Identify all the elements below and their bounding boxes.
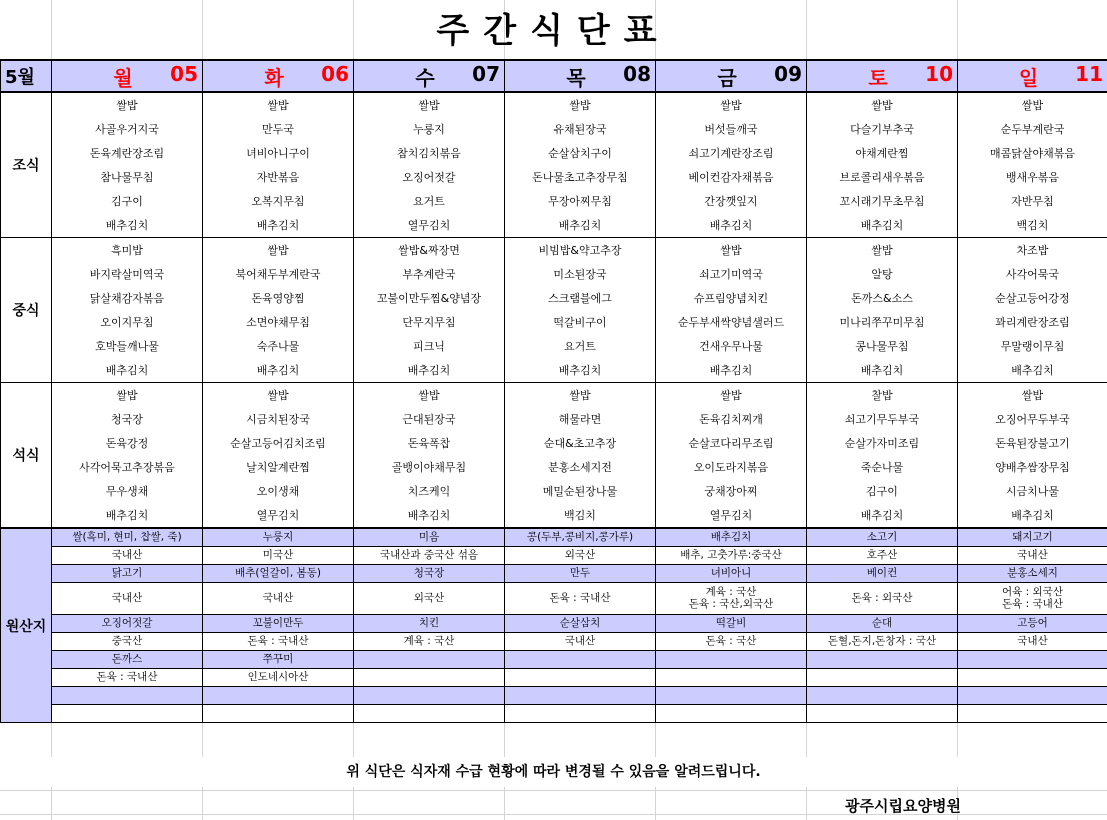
menu-item: 바지락살미역국 (52, 262, 203, 286)
origin-row (1, 547, 1107, 565)
origin-item: 순대 (807, 615, 958, 633)
day-date: 08 (623, 61, 651, 86)
menu-item: 열무김치 (354, 213, 505, 238)
gridline (0, 790, 1107, 791)
origin-source (505, 669, 656, 687)
origin-source: 호주산 (807, 547, 958, 565)
menu-item: 배추김치 (807, 358, 958, 383)
menu-item: 배추김치 (203, 213, 354, 238)
origin-source: 중국산 (52, 633, 203, 651)
menu-item: 근대된장국 (354, 407, 505, 431)
day-header (656, 60, 807, 92)
menu-item: 차조밥 (958, 238, 1107, 263)
origin-item (807, 651, 958, 669)
menu-item: 열무김치 (203, 503, 354, 528)
origin-source (656, 705, 807, 723)
menu-row (1, 407, 1107, 431)
menu-row (1, 117, 1107, 141)
menu-item: 쌀밥 (807, 92, 958, 117)
menu-item: 배추김치 (656, 213, 807, 238)
menu-item: 쇠고기무두부국 (807, 407, 958, 431)
menu-item: 배추김치 (52, 503, 203, 528)
menu-item: 오이생채 (203, 479, 354, 503)
menu-row (1, 286, 1107, 310)
day-header (52, 60, 203, 92)
menu-item: 돈육계란장조림 (52, 141, 203, 165)
origin-item (505, 651, 656, 669)
menu-item: 슈프림양념치킨 (656, 286, 807, 310)
origin-item: 콩(두부,콩비지,콩가루) (505, 528, 656, 547)
origin-item: 소고기 (807, 528, 958, 547)
menu-item: 쌀밥 (505, 92, 656, 117)
origin-row (1, 565, 1107, 583)
day-header-row (1, 60, 1107, 92)
menu-item: 호박들깨나물 (52, 334, 203, 358)
menu-item: 배추김치 (354, 503, 505, 528)
origin-item: 누룽지 (203, 528, 354, 547)
menu-item: 꼬시래기무초무침 (807, 189, 958, 213)
menu-item: 오이도라지볶음 (656, 455, 807, 479)
origin-source: 외국산 (354, 583, 505, 615)
menu-item: 백김치 (958, 213, 1107, 238)
origin-item (807, 687, 958, 705)
origin-item (656, 687, 807, 705)
menu-item: 간장깻잎지 (656, 189, 807, 213)
menu-item: 꽈리계란장조림 (958, 310, 1107, 334)
day-name: 화 (264, 65, 284, 90)
origin-source: 국내산 (958, 547, 1107, 565)
menu-row (1, 358, 1107, 383)
menu-item: 날치알계란찜 (203, 455, 354, 479)
menu-item: 돈까스&소스 (807, 286, 958, 310)
origin-source: 어육 : 외국산 돈육 : 국내산 (958, 583, 1107, 615)
origin-source (52, 705, 203, 723)
origin-row (1, 583, 1107, 615)
day-header (354, 60, 505, 92)
day-header-content (203, 62, 353, 91)
menu-item: 쌀밥 (656, 238, 807, 263)
menu-item: 누룽지 (354, 117, 505, 141)
origin-source: 계육 : 국산 (354, 633, 505, 651)
menu-item: 떡갈비구이 (505, 310, 656, 334)
origin-source (958, 669, 1107, 687)
menu-item: 순살삼치구이 (505, 141, 656, 165)
menu-item: 배추김치 (807, 503, 958, 528)
menu-item: 배추김치 (505, 358, 656, 383)
day-header (958, 60, 1107, 92)
menu-item: 자반볶음 (203, 165, 354, 189)
day-name: 금 (717, 65, 737, 90)
menu-item: 쌀밥 (958, 92, 1107, 117)
origin-item (354, 687, 505, 705)
menu-row (1, 189, 1107, 213)
menu-item: 뱅새우볶음 (958, 165, 1107, 189)
origin-source: 돈육 : 국내산 (52, 669, 203, 687)
day-date: 09 (774, 61, 802, 86)
origin-source (958, 705, 1107, 723)
day-header (505, 60, 656, 92)
origin-source: 돈육 : 국내산 (203, 633, 354, 651)
origin-item: 만두 (505, 565, 656, 583)
menu-item: 무장아찌무침 (505, 189, 656, 213)
menu-item: 배추김치 (52, 358, 203, 383)
day-header-content (656, 62, 806, 91)
menu-row (1, 165, 1107, 189)
menu-row (1, 431, 1107, 455)
menu-item: 골뱅이야채무침 (354, 455, 505, 479)
day-date: 11 (1075, 61, 1103, 86)
menu-row (1, 238, 1107, 263)
origin-source: 돈육 : 외국산 (807, 583, 958, 615)
menu-item: 백김치 (505, 503, 656, 528)
origin-row (1, 528, 1107, 547)
menu-row (1, 92, 1107, 117)
menu-item: 오징어무두부국 (958, 407, 1107, 431)
origin-item: 고등어 (958, 615, 1107, 633)
menu-table (0, 59, 1107, 723)
menu-item: 브로콜리새우볶음 (807, 165, 958, 189)
origin-item: 오징어젓갈 (52, 615, 203, 633)
origin-source (807, 705, 958, 723)
origin-item: 치킨 (354, 615, 505, 633)
menu-row (1, 262, 1107, 286)
menu-item: 배추김치 (52, 213, 203, 238)
menu-item: 돈육강정 (52, 431, 203, 455)
origin-row (1, 687, 1107, 705)
origin-source: 국내산 (52, 583, 203, 615)
menu-item: 쌀밥 (52, 92, 203, 117)
origin-item (52, 687, 203, 705)
day-header-content (52, 62, 202, 91)
menu-item: 쌀밥&짜장면 (354, 238, 505, 263)
day-date: 10 (925, 61, 953, 86)
menu-item: 김구이 (52, 189, 203, 213)
origin-source (505, 705, 656, 723)
day-header-content (354, 62, 504, 91)
origin-source (807, 669, 958, 687)
menu-item: 순살코다리무조림 (656, 431, 807, 455)
day-header-content (958, 62, 1107, 91)
origin-item: 녀비아니 (656, 565, 807, 583)
menu-item: 닭살채감자볶음 (52, 286, 203, 310)
day-name: 일 (1018, 65, 1039, 90)
menu-item: 요거트 (505, 334, 656, 358)
menu-item: 사골우거지국 (52, 117, 203, 141)
menu-item: 돈육김치찌개 (656, 407, 807, 431)
menu-item: 쌀밥 (52, 383, 203, 408)
origin-source: 돈육 : 국내산 (505, 583, 656, 615)
menu-item: 꼬불이만두찜&양념장 (354, 286, 505, 310)
menu-row (1, 455, 1107, 479)
menu-item: 요거트 (354, 189, 505, 213)
day-name: 월 (113, 65, 133, 90)
month-label: 5월 (1, 60, 52, 92)
menu-row (1, 141, 1107, 165)
origin-item: 배추(얼갈이, 봄동) (203, 565, 354, 583)
origin-item: 닭고기 (52, 565, 203, 583)
menu-item: 시금치된장국 (203, 407, 354, 431)
origin-source: 국내산 (505, 633, 656, 651)
origin-item: 떡갈비 (656, 615, 807, 633)
origin-source (354, 669, 505, 687)
origin-source: 미국산 (203, 547, 354, 565)
origin-item: 순살삼치 (505, 615, 656, 633)
menu-item: 매콤닭살야채볶음 (958, 141, 1107, 165)
origin-source: 외국산 (505, 547, 656, 565)
menu-item: 사각어묵국 (958, 262, 1107, 286)
menu-item: 돈육영양찜 (203, 286, 354, 310)
menu-item: 쇠고기미역국 (656, 262, 807, 286)
notice-text: 위 식단은 식자재 수급 현황에 따라 변경될 수 있음을 알려드립니다. (0, 757, 1107, 787)
origin-item: 돈까스 (52, 651, 203, 669)
menu-item: 비빔밥&약고추장 (505, 238, 656, 263)
menu-item: 쌀밥 (958, 383, 1107, 408)
menu-item: 배추김치 (203, 358, 354, 383)
menu-item: 피크닉 (354, 334, 505, 358)
meal-label: 조식 (1, 92, 52, 238)
origin-source: 국내산 (958, 633, 1107, 651)
menu-item: 다슬기부추국 (807, 117, 958, 141)
origin-item: 쌀(흑미, 현미, 찹쌀, 죽) (52, 528, 203, 547)
menu-item: 궁채장아찌 (656, 479, 807, 503)
menu-item: 콩나물무침 (807, 334, 958, 358)
origin-row (1, 615, 1107, 633)
hospital-name: 광주시립요양병원 (845, 797, 961, 815)
menu-item: 쌀밥 (656, 383, 807, 408)
menu-item: 부추계란국 (354, 262, 505, 286)
menu-item: 순살가자미조림 (807, 431, 958, 455)
menu-item: 미소된장국 (505, 262, 656, 286)
menu-item: 단무지무침 (354, 310, 505, 334)
menu-item: 쌀밥 (656, 92, 807, 117)
menu-row (1, 479, 1107, 503)
menu-item: 찰밥 (807, 383, 958, 408)
day-header-content (807, 62, 957, 91)
meal-label: 중식 (1, 238, 52, 383)
menu-item: 스크램블에그 (505, 286, 656, 310)
day-header (807, 60, 958, 92)
menu-item: 배추김치 (656, 358, 807, 383)
origin-item (656, 651, 807, 669)
origin-item: 분홍소세지 (958, 565, 1107, 583)
origin-source: 국내산과 중국산 섞음 (354, 547, 505, 565)
menu-item: 김구이 (807, 479, 958, 503)
origin-item (958, 651, 1107, 669)
menu-item: 유채된장국 (505, 117, 656, 141)
menu-item: 열무김치 (656, 503, 807, 528)
menu-item: 배추김치 (807, 213, 958, 238)
menu-item: 미나리쭈꾸미무침 (807, 310, 958, 334)
origin-item: 배추김치 (656, 528, 807, 547)
day-name: 토 (868, 65, 888, 90)
menu-item: 메밀순된장나물 (505, 479, 656, 503)
origin-item: 베이컨 (807, 565, 958, 583)
menu-item: 참나물무침 (52, 165, 203, 189)
menu-row (1, 503, 1107, 528)
menu-item: 쇠고기계란장조림 (656, 141, 807, 165)
menu-item: 녀비아니구이 (203, 141, 354, 165)
menu-item: 순살고등어김치조림 (203, 431, 354, 455)
origin-item: 미음 (354, 528, 505, 547)
menu-item: 배추김치 (958, 503, 1107, 528)
origin-item (505, 687, 656, 705)
menu-item: 무우생채 (52, 479, 203, 503)
menu-item: 시금치나물 (958, 479, 1107, 503)
menu-item: 오복지무침 (203, 189, 354, 213)
origin-source (656, 669, 807, 687)
day-date: 07 (472, 61, 500, 86)
menu-item: 사각어묵고추장볶음 (52, 455, 203, 479)
page-title: 주간식단표 (436, 11, 671, 51)
menu-item: 순두부계란국 (958, 117, 1107, 141)
menu-item: 쌀밥 (203, 92, 354, 117)
menu-item: 양배추쌈장무침 (958, 455, 1107, 479)
origin-source: 돈육 : 국산 (656, 633, 807, 651)
day-date: 06 (321, 61, 349, 86)
origin-item: 청국장 (354, 565, 505, 583)
day-name: 목 (566, 65, 586, 90)
origin-row (1, 651, 1107, 669)
origin-source: 배추, 고춧가루:중국산 (656, 547, 807, 565)
menu-item: 쌀밥 (203, 383, 354, 408)
origin-row (1, 705, 1107, 723)
menu-item: 만두국 (203, 117, 354, 141)
menu-item: 쌀밥 (505, 383, 656, 408)
origin-item (203, 687, 354, 705)
menu-item: 흑미밥 (52, 238, 203, 263)
menu-item: 순대&초고추장 (505, 431, 656, 455)
menu-row (1, 334, 1107, 358)
menu-item: 오징어젓갈 (354, 165, 505, 189)
menu-item: 북어채두부계란국 (203, 262, 354, 286)
origin-row (1, 669, 1107, 687)
menu-item: 소면야채무침 (203, 310, 354, 334)
menu-item: 해물라면 (505, 407, 656, 431)
menu-item: 베이컨감자채볶음 (656, 165, 807, 189)
origin-source: 돈혈,돈지,돈창자 : 국산 (807, 633, 958, 651)
menu-item: 돈나물초고추장무침 (505, 165, 656, 189)
menu-row (1, 310, 1107, 334)
menu-item: 돈육폭찹 (354, 431, 505, 455)
menu-item: 건새우무나물 (656, 334, 807, 358)
menu-item: 알탕 (807, 262, 958, 286)
menu-item: 쌀밥 (354, 383, 505, 408)
origin-item: 돼지고기 (958, 528, 1107, 547)
menu-item: 치즈케익 (354, 479, 505, 503)
origin-item (958, 687, 1107, 705)
origin-label: 원산지 (1, 528, 52, 723)
menu-item: 청국장 (52, 407, 203, 431)
menu-item: 순두부새싹양념샐러드 (656, 310, 807, 334)
menu-item: 쌀밥 (203, 238, 354, 263)
menu-row (1, 383, 1107, 408)
day-date: 05 (170, 61, 198, 86)
menu-item: 순살고등어강정 (958, 286, 1107, 310)
menu-item: 오이지무침 (52, 310, 203, 334)
origin-source (354, 705, 505, 723)
menu-item: 배추김치 (958, 358, 1107, 383)
menu-item: 죽순나물 (807, 455, 958, 479)
menu-item: 쌀밥 (807, 238, 958, 263)
origin-source: 국내산 (52, 547, 203, 565)
menu-item: 야채계란찜 (807, 141, 958, 165)
menu-item: 무말랭이무침 (958, 334, 1107, 358)
origin-item: 꼬불이만두 (203, 615, 354, 633)
menu-item: 돈육된장불고기 (958, 431, 1107, 455)
menu-item: 배추김치 (505, 213, 656, 238)
origin-source (203, 705, 354, 723)
menu-item: 쌀밥 (354, 92, 505, 117)
menu-row (1, 213, 1107, 238)
menu-item: 참치김치볶음 (354, 141, 505, 165)
day-header (203, 60, 354, 92)
origin-source: 국내산 (203, 583, 354, 615)
origin-item: 쭈꾸미 (203, 651, 354, 669)
origin-source: 인도네시아산 (203, 669, 354, 687)
meal-label: 석식 (1, 383, 52, 529)
origin-item (354, 651, 505, 669)
menu-item: 배추김치 (354, 358, 505, 383)
menu-item: 분홍소세지전 (505, 455, 656, 479)
origin-row (1, 633, 1107, 651)
day-name: 수 (415, 65, 435, 90)
day-header-content (505, 62, 655, 91)
menu-item: 버섯들깨국 (656, 117, 807, 141)
menu-item: 숙주나물 (203, 334, 354, 358)
menu-item: 자반무침 (958, 189, 1107, 213)
origin-source: 계육 : 국산 돈육 : 국산,외국산 (656, 583, 807, 615)
